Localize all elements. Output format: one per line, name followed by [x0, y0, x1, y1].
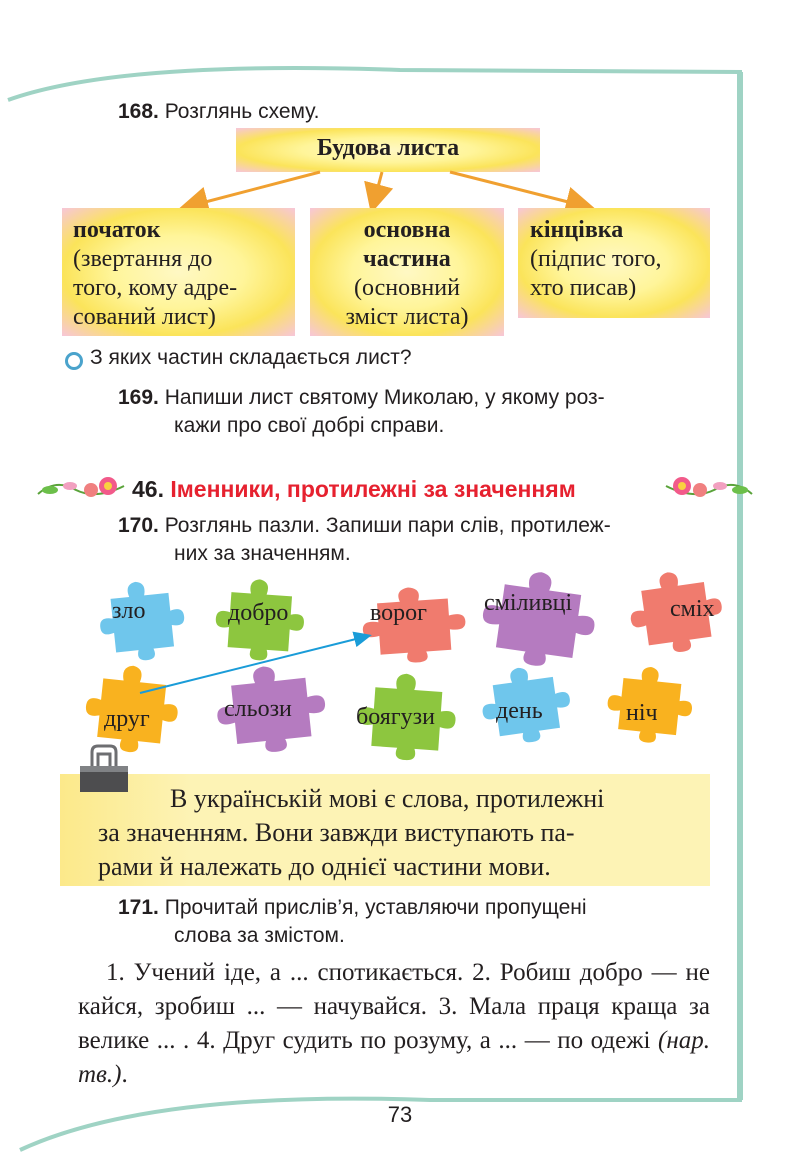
puzzle-word: ніч [626, 700, 658, 726]
exercise-line: них за значенням. [174, 542, 351, 565]
proverbs-text [78, 956, 710, 1092]
box-line: сований лист) [73, 304, 216, 330]
puzzle-word: ворог [370, 600, 428, 626]
exercise-text: Розглянь схему. [164, 100, 320, 123]
puzzle-word: зло [112, 598, 146, 624]
proverbs-body: 1. Учений іде, а ... спотикається. 2. Робиш добро — не кайся, зробиш ... — начувайся. 3. Мала праця краща за велике ... . 4. Друг судить по розуму, а ... — по одежі [78, 959, 710, 1054]
box-heading: початок [73, 217, 161, 243]
box-heading: основна [363, 217, 451, 243]
puzzle-word: добро [228, 600, 289, 626]
box-heading: частина [363, 246, 451, 272]
proverbs-source: (нар. тв.) [78, 1027, 711, 1088]
rule-line: рами й належать до однієї частини мови. [98, 852, 551, 881]
puzzle-word: друг [104, 706, 150, 732]
exercise-number: 170. [118, 514, 159, 537]
proverbs-end: . [121, 1061, 128, 1088]
exercise-line: кажи про свої добрі справи. [174, 414, 445, 437]
exercise-171 [118, 894, 714, 950]
section-number: 46. [132, 476, 164, 502]
box-line: зміст листа) [345, 304, 469, 330]
exercise-number: 168. [118, 100, 159, 123]
scheme-title: Будова листа [316, 135, 460, 161]
exercise-number: 171. [118, 896, 159, 919]
puzzle-word: боягузи [356, 704, 435, 730]
box-line: хто писав) [530, 275, 637, 301]
exercise-line: слова за змістом. [174, 924, 345, 947]
rule-line: В українській мові є слова, протилежні [170, 784, 605, 813]
exercise-line: Розглянь пазли. Запиши пари слів, протилеж- [164, 514, 611, 537]
exercise-line: Прочитай прислів’я, уставляючи пропущені [164, 896, 587, 919]
box-heading: кінцівка [530, 217, 624, 243]
puzzle-word: сміх [670, 596, 715, 622]
section-title: Іменники, протилежні за значенням [170, 476, 576, 502]
puzzle-word: сміливці [484, 590, 573, 616]
exercise-line: Напиши лист святому Миколаю, у якому роз- [164, 386, 605, 409]
puzzle-word: сльози [224, 696, 292, 722]
box-line: (звертання до [73, 246, 213, 272]
rule-line: за значенням. Вони завжди виступають па- [98, 818, 575, 847]
box-line: (підпис того, [530, 246, 662, 272]
exercise-number: 169. [118, 386, 159, 409]
rule-text [98, 782, 694, 884]
box-line: (основний [354, 275, 460, 301]
page-number: 73 [387, 1102, 413, 1127]
box-line: того, кому адре- [73, 275, 238, 301]
puzzle-word: день [496, 698, 543, 724]
question-text: З яких частин складається лист? [90, 346, 412, 369]
